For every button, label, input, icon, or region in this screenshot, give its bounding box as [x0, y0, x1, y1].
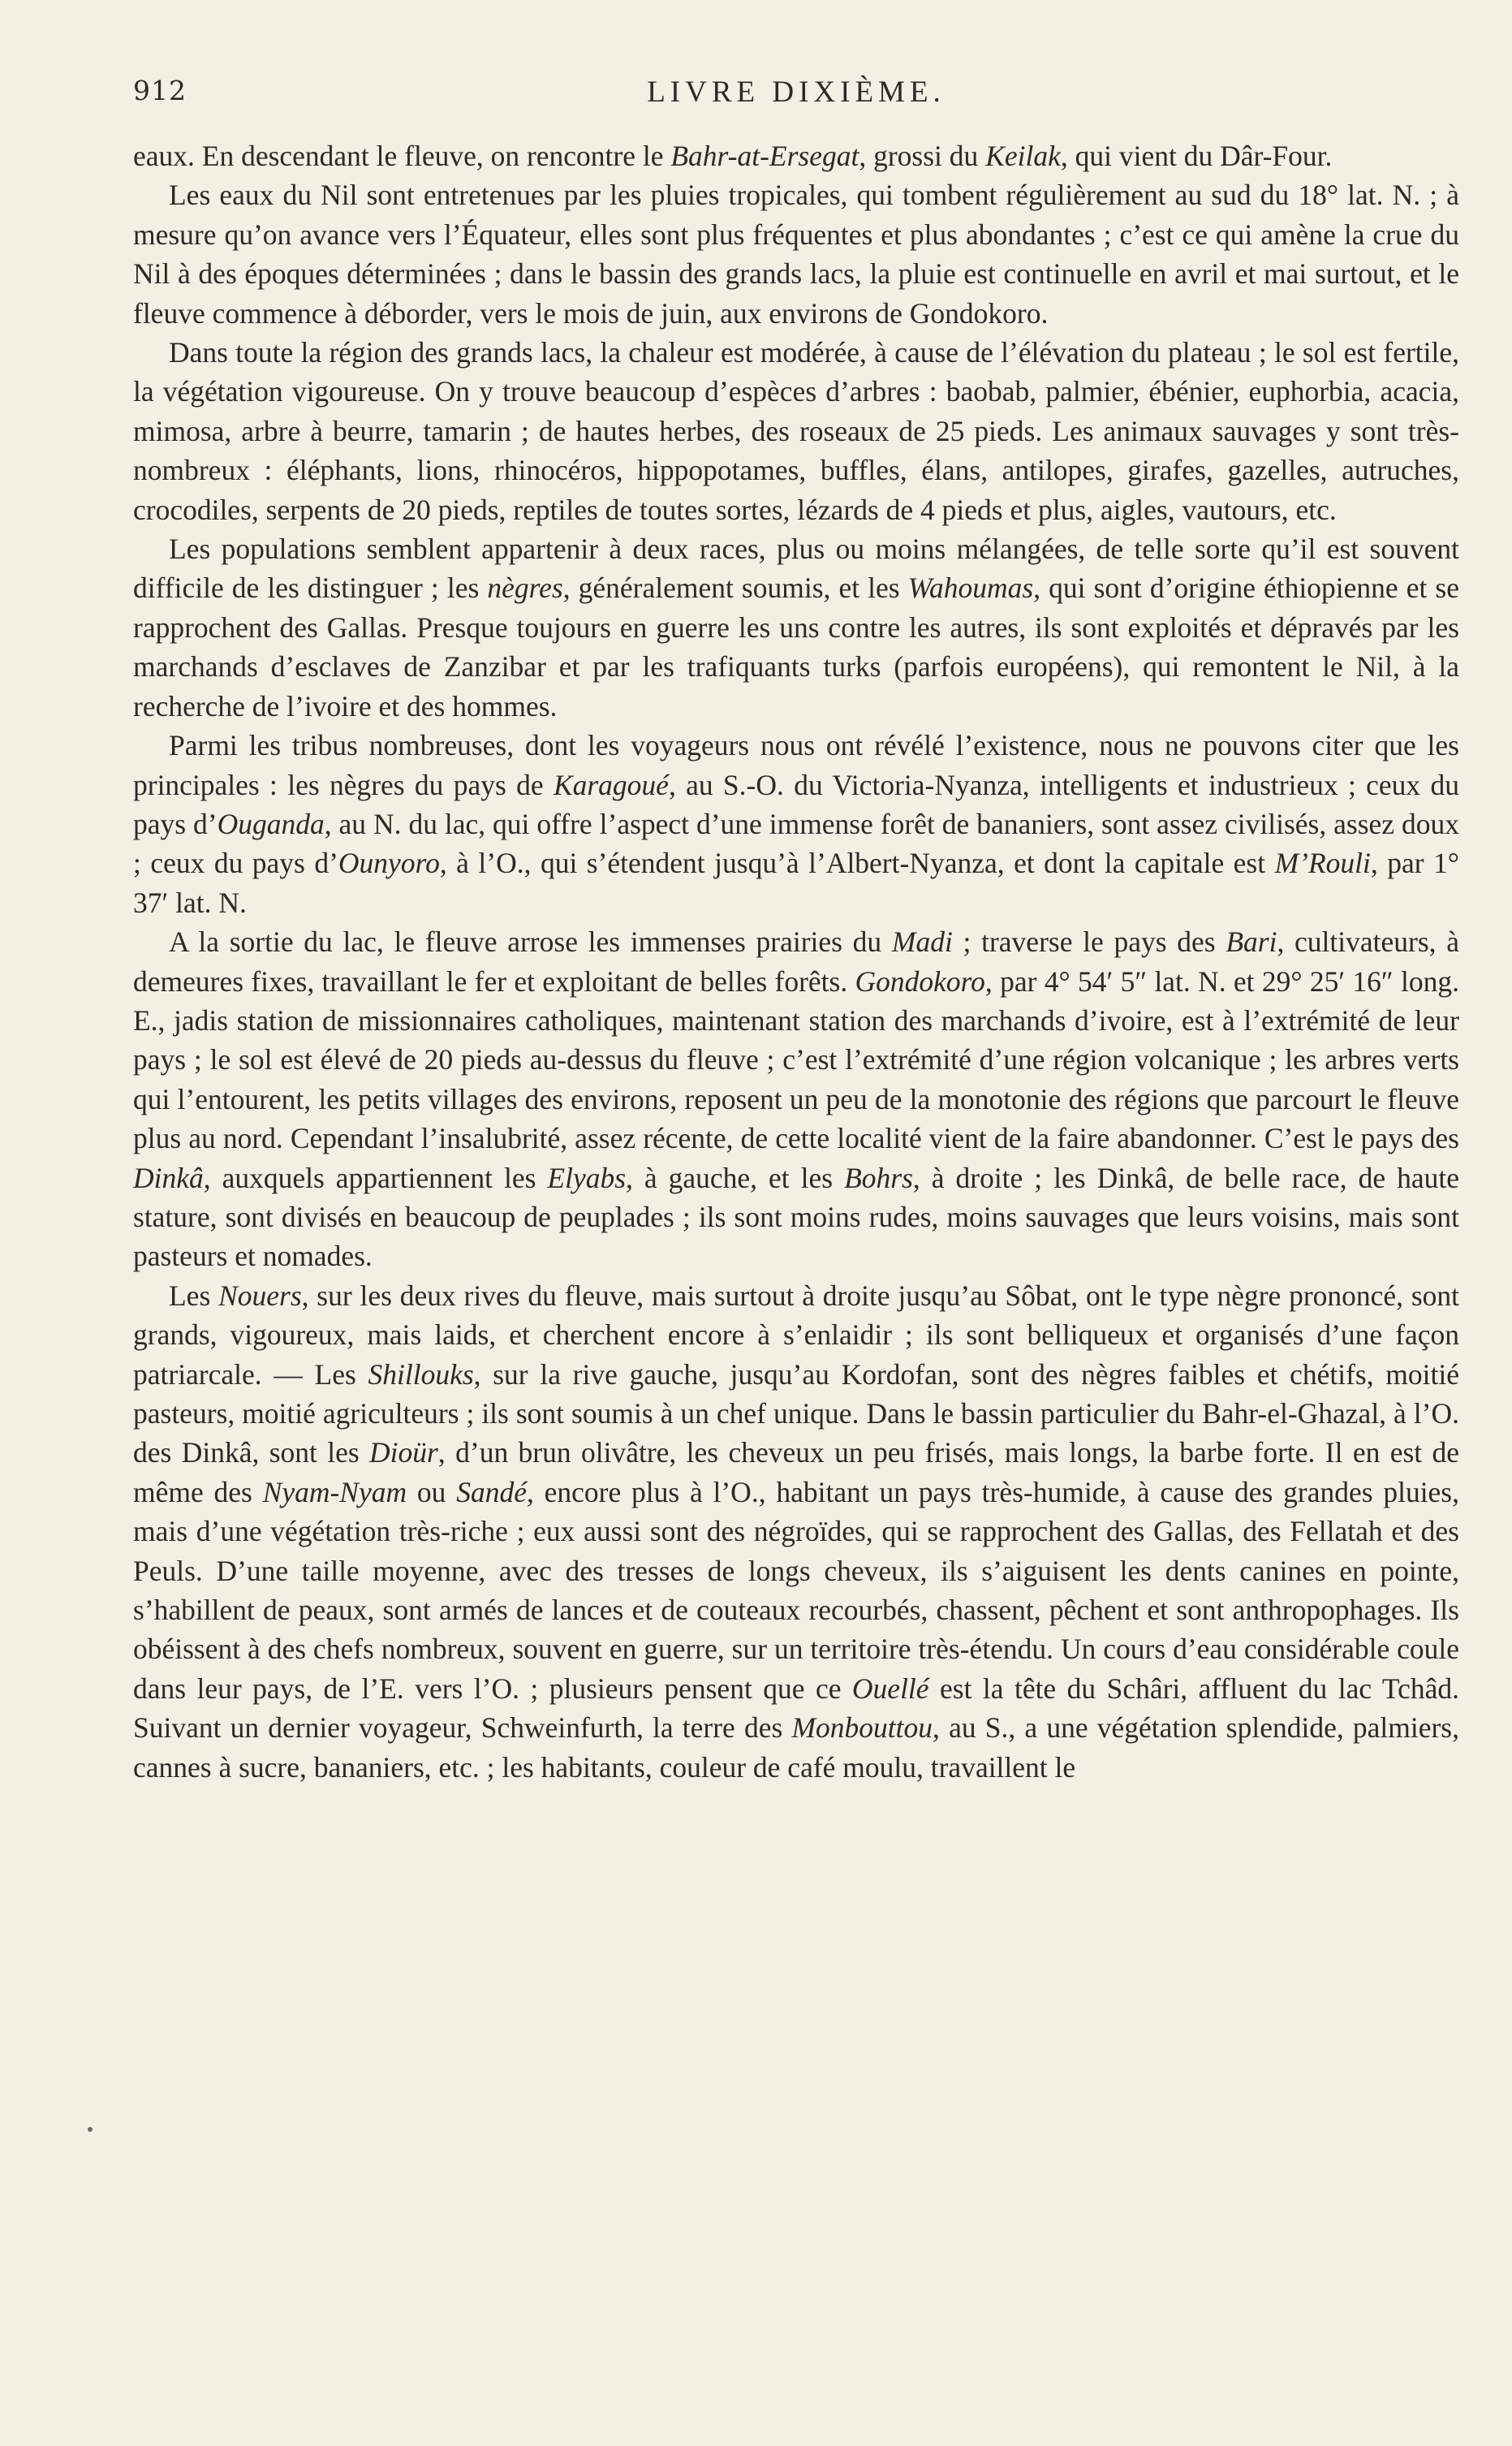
text-run: ou: [407, 1475, 457, 1508]
text-run: Les: [169, 1279, 219, 1312]
text-run: eaux. En descendant le fleuve, on rencontre le: [133, 140, 671, 172]
text-run: , généralement soumis, et les: [562, 572, 908, 605]
italic-term: Dioür: [369, 1436, 438, 1469]
text-run: Parmi les tribus nombreuses, dont les voyageurs nous ont révélé l’existence, nous ne pouvons citer que les principales : les nègres du pays de: [133, 729, 1459, 801]
italic-term: Bari: [1226, 925, 1277, 959]
paragraph: [133, 136, 1459, 175]
paragraph: [133, 529, 1459, 726]
text-run: , encore plus à l’O., habitant un pays très-humide, à cause des grandes pluies, mais d’une végétation très-riche ; eux aussi sont des négroïdes, qui se rapprochent des Gallas, des Fellatah et des Peuls. D’une taille moyenne, avec des tresses de longs cheveux, ils s’aiguisent les dents canines en pointe, s’habillent de peaux, sont armés de lances et de couteaux recourbés, chassent, pêchent et sont anthropophages. Ils obéissent à des chefs nombreux, souvent en guerre, sur un territoire très-étendu. Un cours d’eau considérable coule dans leur pays, de l’E. vers l’O. ; plusieurs pensent que ce: [133, 1475, 1460, 1705]
italic-term: Sandé: [456, 1475, 527, 1508]
text-run: , qui sont d’origine éthiopienne et se rapprochent des Gallas. Presque toujours en guerre les uns contre les autres, ils sont exploités et dépravés par les marchands d’esclaves de Zanzibar et par les trafiquants turks (parfois européens), qui remontent le Nil, à la recherche de l’ivoire et des hommes.: [133, 572, 1460, 723]
page-number: 912: [133, 75, 187, 106]
text-run: , cultivateurs, à demeures fixes, travaillant le fer et exploitant de belles forêts.: [133, 925, 1459, 998]
italic-term: Nouers: [218, 1279, 302, 1312]
italic-term: Ounyoro: [338, 847, 440, 880]
text-run: , à gauche, et les: [626, 1161, 845, 1194]
text-run: ; traverse le pays des: [952, 925, 1226, 959]
italic-term: M’Rouli: [1274, 847, 1371, 880]
italic-term: Madi: [891, 925, 953, 959]
italic-term: nègres: [487, 572, 563, 605]
italic-term: Keilak: [985, 140, 1061, 172]
italic-term: Nyam-Nyam: [262, 1475, 407, 1508]
page-header: [133, 75, 1459, 123]
italic-term: Ouganda: [217, 807, 325, 840]
italic-term: Monbouttou: [791, 1711, 933, 1745]
text-run: , sur les deux rives du fleuve, mais surtout à droite jusqu’au Sôbat, ont le type nègre prononcé, sont grands, vigoureux, mais laids, et cherchent encore à s’enlaidir ; ils sont belliqueux et organisés d’une façon patriarcale. — Les: [133, 1279, 1460, 1391]
text-run: , au S., a une végétation splendide, palmiers, cannes à sucre, bananiers, etc. ; les habitants, couleur de café moulu, travaillent le: [133, 1711, 1459, 1784]
text-run: , à l’O., qui s’étendent jusqu’à l’Albert-Nyanza, et dont la capitale est: [439, 847, 1275, 880]
italic-term: Bohrs: [844, 1161, 913, 1194]
text-run: , d’un brun olivâtre, les cheveux un peu frisés, mais longs, la barbe forte. Il en est de même des: [133, 1436, 1459, 1508]
paragraph: [133, 333, 1459, 529]
italic-term: Ouellé: [851, 1672, 929, 1705]
text-run: , par 4° 54′ 5″ lat. N. et 29° 25′ 16″ long. E., jadis station de missionnaires catholiques, maintenant station des marchands d’ivoire, est à l’extrémité de leur pays ; le sol est élevé de 20 pieds au-dessus du fleuve ; c’est l’extrémité d’une région volcanique ; les arbres verts qui l’entourent, les petits villages des environs, reposent un peu de la monotonie des régions que parcourt le fleuve plus au nord. Cependant l’insalubrité, assez récente, de cette localité vient de la faire abandonner. C’est le pays des: [133, 964, 1459, 1155]
italic-term: Dinkâ: [133, 1161, 204, 1194]
text-run: , qui vient du Dâr-Four.: [1060, 140, 1333, 172]
text-run: , au N. du lac, qui offre l’aspect d’une immense forêt de bananiers, sont assez civilisés, assez doux ; ceux du pays d’: [133, 807, 1459, 880]
paragraph: [133, 922, 1459, 1276]
text-run: , à droite ; les Dinkâ, de belle race, de haute stature, sont divisés en beaucoup de peuplades ; ils sont moins rudes, moins sauvages que leurs voisins, mais sont pasteurs et nomades.: [133, 1161, 1459, 1273]
italic-term: Elyabs: [547, 1161, 627, 1194]
text-run: , par 1° 37′ lat. N.: [133, 847, 1460, 919]
body-text: [133, 136, 1459, 1787]
text-run: , grossi du: [859, 140, 986, 172]
text-run: est la tête du Schâri, affluent du lac Tchâd. Suivant un dernier voyageur, Schweinfurth, la terre des: [133, 1672, 1460, 1745]
text-run: Dans toute la région des grands lacs, la chaleur est modérée, à cause de l’élévation du plateau ; le sol est fertile, la végétation vigoureuse. On y trouve beaucoup d’espèces d’arbres : baobab, palmier, ébénier, euphorbia, acacia, mimosa, arbre à beurre, tamarin ; de hautes herbes, des roseaux de 25 pieds. Les animaux sauvages y sont très-nombreux : éléphants, lions, rhinocéros, hippopotames, buffles, élans, antilopes, girafes, gazelles, autruches, crocodiles, serpents de 20 pieds, reptiles de toutes sortes, lézards de 4 pieds et plus, aigles, vautours, etc.: [133, 336, 1459, 526]
italic-term: Bahr-at-Ersegat: [670, 140, 859, 172]
paragraph: [133, 726, 1459, 922]
text-run: A la sortie du lac, le fleuve arrose les immenses prairies du: [169, 925, 892, 959]
text-run: Les populations semblent appartenir à deux races, plus ou moins mélangées, de telle sorte qu’il est souvent difficile de les distinguer ; les: [133, 533, 1459, 605]
italic-term: Wahoumas: [907, 572, 1034, 605]
italic-term: Karagoué: [553, 768, 669, 801]
margin-mark: [88, 2127, 93, 2132]
text-run: Les eaux du Nil sont entretenues par les pluies tropicales, qui tombent régulièrement au sud du 18° lat. N. ; à mesure qu’on avance vers l’Équateur, elles sont plus fréquentes et plus abondantes ; c’est ce qui amène la crue du Nil à des époques déterminées ; dans le bassin des grands lacs, la pluie est continuelle en avril et mai surtout, et le fleuve commence à déborder, vers le mois de juin, aux environs de Gondokoro.: [133, 179, 1459, 330]
paragraph: [133, 175, 1459, 333]
text-run: , auxquels appartiennent les: [203, 1161, 548, 1194]
text-run: , au S.-O. du Victoria-Nyanza, intelligents et industrieux ; ceux du pays d’: [133, 768, 1459, 840]
italic-term: Shillouks: [368, 1357, 474, 1391]
paragraph: [133, 1276, 1459, 1787]
italic-term: Gondokoro: [855, 964, 985, 998]
text-run: , sur la rive gauche, jusqu’au Kordofan, sont des nègres faibles et chétifs, moitié pasteurs, moitié agriculteurs ; ils sont soumis à un chef unique. Dans le bassin particulier du Bahr-el-Ghazal, à l’O. des Dinkâ, sont les: [133, 1357, 1459, 1469]
running-head: LIVRE DIXIÈME.: [647, 75, 946, 109]
